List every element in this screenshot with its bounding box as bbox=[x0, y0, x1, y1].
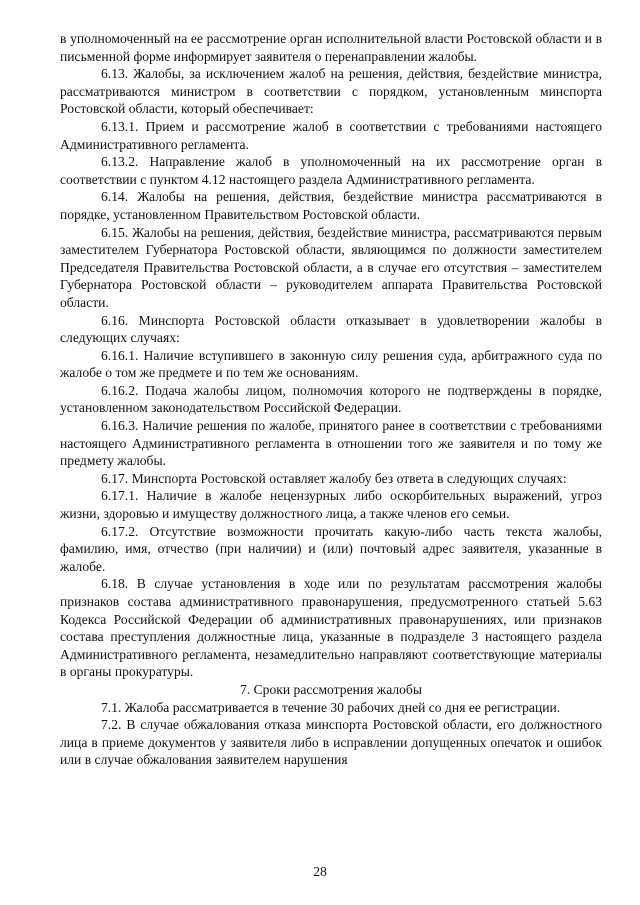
section-title: 7. Сроки рассмотрения жалобы bbox=[240, 681, 422, 697]
paragraph-6-13-2: 6.13.2. Направление жалоб в уполномоченный на их рассмотрение орган в соответствии с пунктом 4.12 настоящего раздела Административного регламента. bbox=[60, 154, 602, 187]
paragraph-7-2: 7.2. В случае обжалования отказа минспорта Ростовской области, его должностного лица в приеме документов у заявителя либо в исправлении допущенных опечаток и ошибок или в случае обжалования заявителем нарушения bbox=[60, 717, 602, 768]
paragraph-6-15: 6.15. Жалобы на решения, действия, бездействие министра, рассматриваются первым заместителем Губернатора Ростовской области, являющимся по должности заместителем Председателя Правительства Ростовской области, а в случае его отсутствия – заместителем Губернатора Ростовской области – руководителем аппарата Правительства Ростовской области. bbox=[60, 224, 602, 310]
paragraph-6-16-1: 6.16.1. Наличие вступившего в законную силу решения суда, арбитражного суда по жалобе о том же предмете и по тем же основаниям. bbox=[60, 347, 602, 381]
paragraph-6-14: 6.14. Жалобы на решения, действия, бездействие министра рассматриваются в порядке, установленном Правительством Ростовской области. bbox=[60, 189, 602, 222]
paragraph-6-13-1: 6.13.1. Прием и рассмотрение жалоб в соответствии с требованиями настоящего Административного регламента. bbox=[60, 118, 602, 152]
paragraph-continuation: в уполномоченный на ее рассмотрение орган исполнительной власти Ростовской области и в письменной форме информирует заявителя о перенаправлении жалобы. bbox=[60, 31, 602, 64]
paragraph-6-16: 6.16. Минспорта Ростовской области отказывает в удовлетворении жалобы в следующих случаях: bbox=[60, 312, 602, 346]
paragraph-6-17-1: 6.17.1. Наличие в жалобе нецензурных либо оскорбительных выражений, угроз жизни, здоровью и имуществу должностного лица, а также членов его семьи. bbox=[60, 488, 602, 522]
paragraph-6-13: 6.13. Жалобы, за исключением жалоб на решения, действия, бездействие министра, рассматриваются министром в соответствии с порядком, установленным минспорта Ростовской области, который обеспечивает: bbox=[60, 66, 602, 117]
paragraph-6-18: 6.18. В случае установления в ходе или по результатам рассмотрения жалобы признаков состава административного правонарушения, предусмотренного статьей 5.63 Кодекса Российской Федерации об административных правонарушениях, или признаков состава преступления должностные лица, указанные в подразделе 3 настоящего раздела Административного регламента, незамедлительно направляют соответствующие материалы в органы прокуратуры. bbox=[60, 576, 602, 680]
paragraph-6-16-3: 6.16.3. Наличие решения по жалобе, принятого ранее в соответствии с требованиями настоящего Административного регламента в отношении того же заявителя и по тому же предмету жалобы. bbox=[60, 418, 602, 469]
paragraph-6-16-2: 6.16.2. Подача жалобы лицом, полномочия которого не подтверждены в порядке, установленном законодательством Российской Федерации. bbox=[60, 382, 602, 416]
document-page bbox=[60, 30, 602, 769]
paragraph-7-1: 7.1. Жалоба рассматривается в течение 30 рабочих дней со дня ее регистрации. bbox=[101, 699, 561, 715]
paragraph-6-17: 6.17. Минспорта Ростовской оставляет жалобу без ответа в следующих случаях: bbox=[101, 470, 567, 486]
page-number: 28 bbox=[313, 864, 327, 879]
paragraph-6-17-2: 6.17.2. Отсутствие возможности прочитать какую-либо часть текста жалобы, фамилию, имя, отчество (при наличии) и (или) почтовый адрес заявителя, указанные в жалобе. bbox=[60, 523, 602, 574]
